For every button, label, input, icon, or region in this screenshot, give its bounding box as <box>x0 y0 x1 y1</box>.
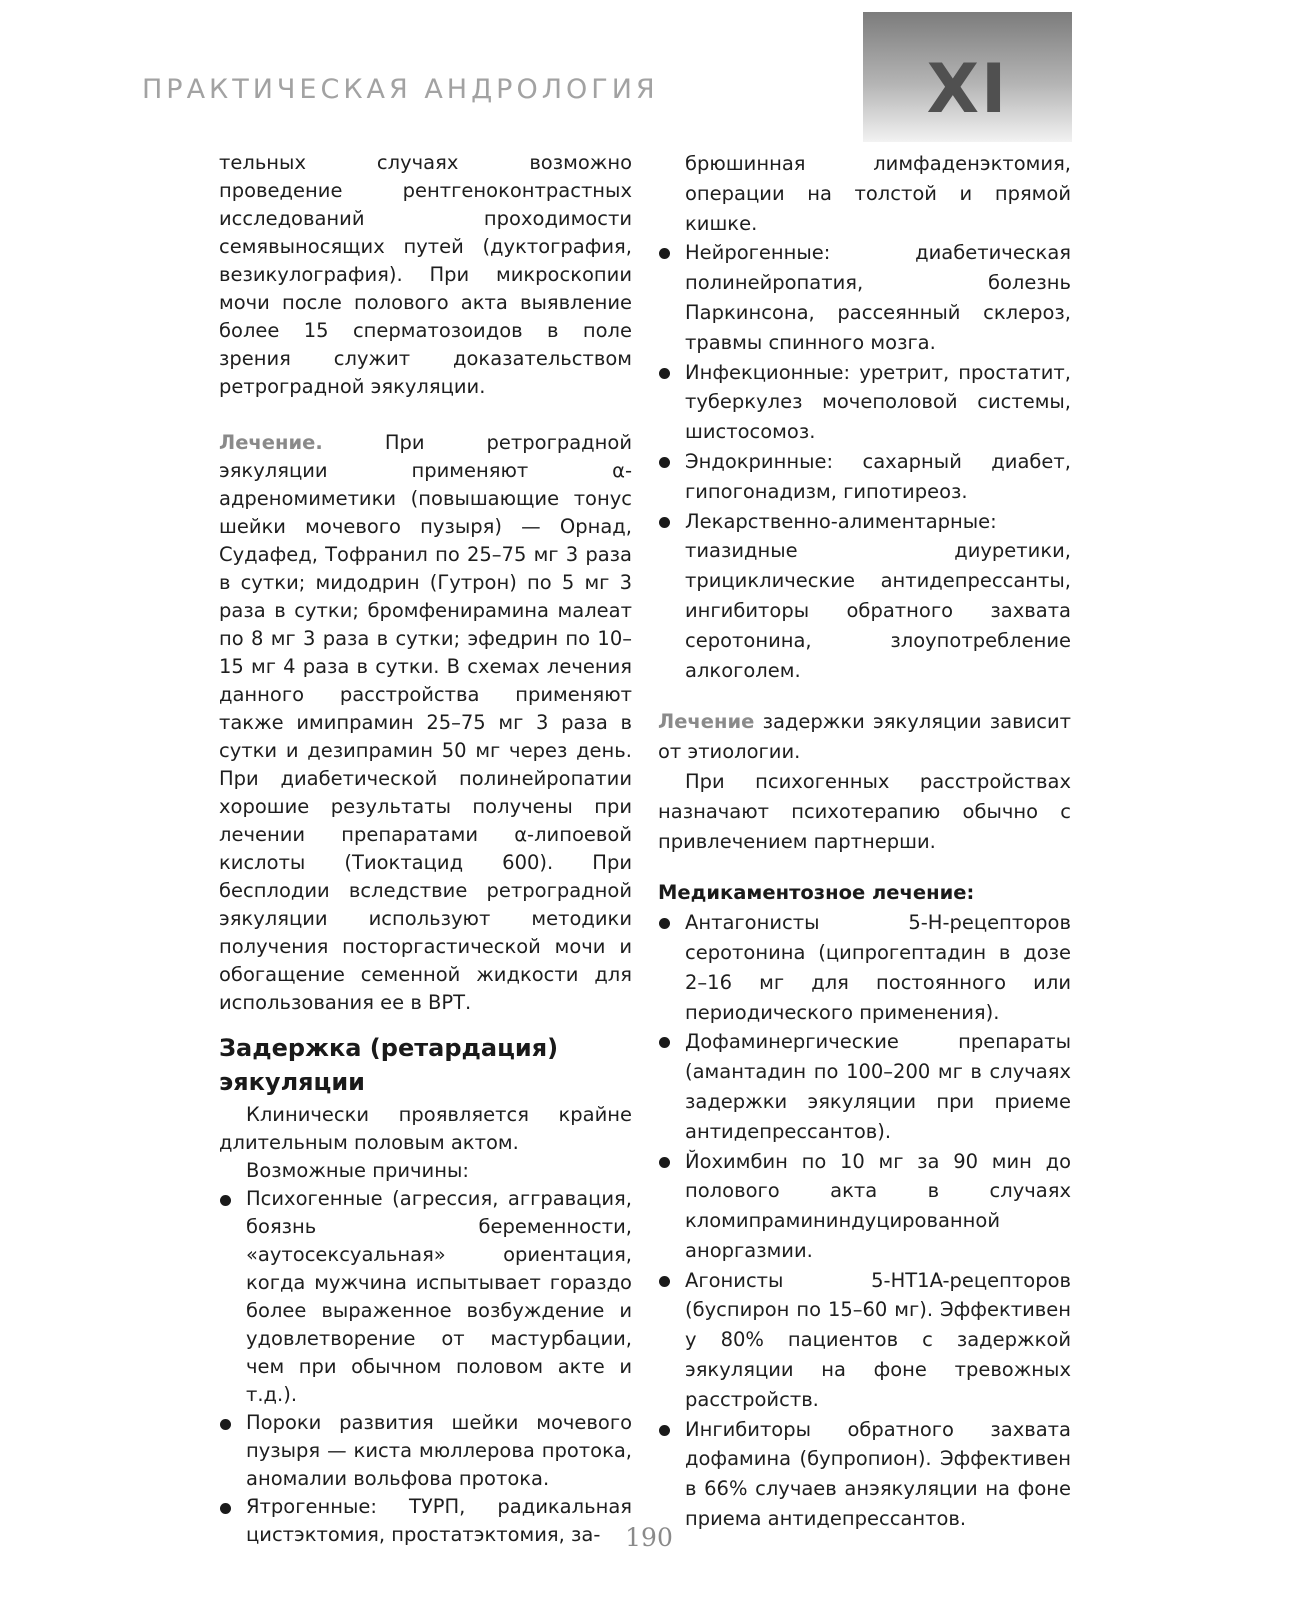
chapter-tab <box>863 12 1072 142</box>
retrograde-treatment-paragraph <box>219 429 632 1017</box>
list-item: Лекарственно-алиментарные: тиазидные диуретики, трициклические антидепрессанты, ингибиторы обратного захвата серотонина, злоупотребление алкоголем. <box>658 507 1071 686</box>
right-column <box>658 149 1071 1534</box>
psychogenic-paragraph: При психогенных расстройствах назначают психотерапию обычно с привлечением партнерши. <box>658 769 1071 853</box>
treatment-lead: Лечение <box>658 710 755 734</box>
continuation-text: брюшинная лимфаденэктомия, операции на толстой и прямой кишке. <box>685 152 1071 235</box>
medications-list <box>658 908 1071 1534</box>
causes-list-right <box>658 238 1071 685</box>
list-item: Инфекционные: уретрит, простатит, туберкулез мочеполовой системы, шистосомоз. <box>658 358 1071 447</box>
intro-paragraph: тельных случаях возможно проведение рентгеноконтрастных исследований проходимости семявыносящих путей (дуктография, везикулография). При микроскопии мочи после полового акта выявление более 15 сперматозоидов в поле зрения служит доказательством ретроградной эякуляции. <box>219 151 632 398</box>
list-item: Дофаминергические препараты (амантадин по 100–200 мг в случаях задержки эякуляции при приеме антидепрессантов). <box>658 1027 1071 1146</box>
list-item: Нейрогенные: диабетическая полинейропатия, болезнь Паркинсона, рассеянный склероз, травмы спинного мозга. <box>658 238 1071 357</box>
treatment-text: задержки эякуляции зависит от этиологии. <box>658 710 1071 764</box>
list-item: Психогенные (агрессия, аггравация, боязнь беременности, «аутосексуальная» ориентация, когда мужчина испытывает гораздо более выраженное возбуждение и удовлетворение от мастурбации, чем при обычном половом акте и т.д.). <box>219 1185 632 1409</box>
running-title: ПРАКТИЧЕСКАЯ АНДРОЛОГИЯ <box>142 74 659 105</box>
medication-heading: Медикаментозное лечение: <box>658 881 975 905</box>
clinical-paragraph: Клинически проявляется крайне длительным половым актом. <box>219 1103 632 1154</box>
list-item: Ингибиторы обратного захвата дофамина (бупропион). Эффективен в 66% случаев анэякуляции на фоне приема антидепрессантов. <box>658 1415 1071 1534</box>
left-column <box>219 149 632 1549</box>
treatment-lead: Лечение. <box>219 431 323 454</box>
list-item: Агонисты 5-HT1A-рецепторов (буспирон по 15–60 мг). Эффективен у 80% пациентов с задержкой эякуляции на фоне тревожных расстройств. <box>658 1266 1071 1415</box>
causes-intro: Возможные причины: <box>246 1159 469 1182</box>
list-item: Эндокринные: сахарный диабет, гипогонадизм, гипотиреоз. <box>658 447 1071 507</box>
treatment-text: При ретроградной эякуляции применяют α-адреномиметики (повышающие тонус шейки мочевого пузыря) — Орнад, Судафед, Тофранил по 25–75 мг 3 раза в сутки; мидодрин (Гутрон) по 5 мг 3 раза в сутки; бромфенирамина малеат по 8 мг 3 раза в сутки; эфедрин по 10–15 мг 4 раза в сутки. В схемах лечения данного расстройства применяют также имипрамин 25–75 мг 3 раза в сутки и дезипрамин 50 мг через день. При диабетической полинейропатии хорошие результаты получены при лечении препаратами α-липоевой кислоты (Тиоктацид 600). При бесплодии вследствие ретроградной эякуляции используют методики получения посторгастической мочи и обогащение семенной жидкости для использования ее в ВРТ. <box>219 431 632 1014</box>
causes-list-left <box>219 1185 632 1549</box>
list-item: Пороки развития шейки мочевого пузыря — киста мюллерова протока, аномалии вольфова протока. <box>219 1409 632 1493</box>
page-number: 190 <box>625 1523 673 1552</box>
list-item: Антагонисты 5-Н-рецепторов серотонина (ципрогептадин в дозе 2–16 мг для постоянного или периодического применения). <box>658 908 1071 1027</box>
section-heading: Задержка (ретардация) эякуляции <box>219 1034 559 1096</box>
list-item: Ятрогенные: ТУРП, радикальная цистэктомия, простатэктомия, за- <box>219 1493 632 1549</box>
delay-treatment-paragraph <box>658 707 1071 767</box>
chapter-number: XI <box>926 50 1009 129</box>
list-item: Йохимбин по 10 мг за 90 мин до полового акта в случаях кломипрамининдуцированной аноргазмии. <box>658 1147 1071 1266</box>
